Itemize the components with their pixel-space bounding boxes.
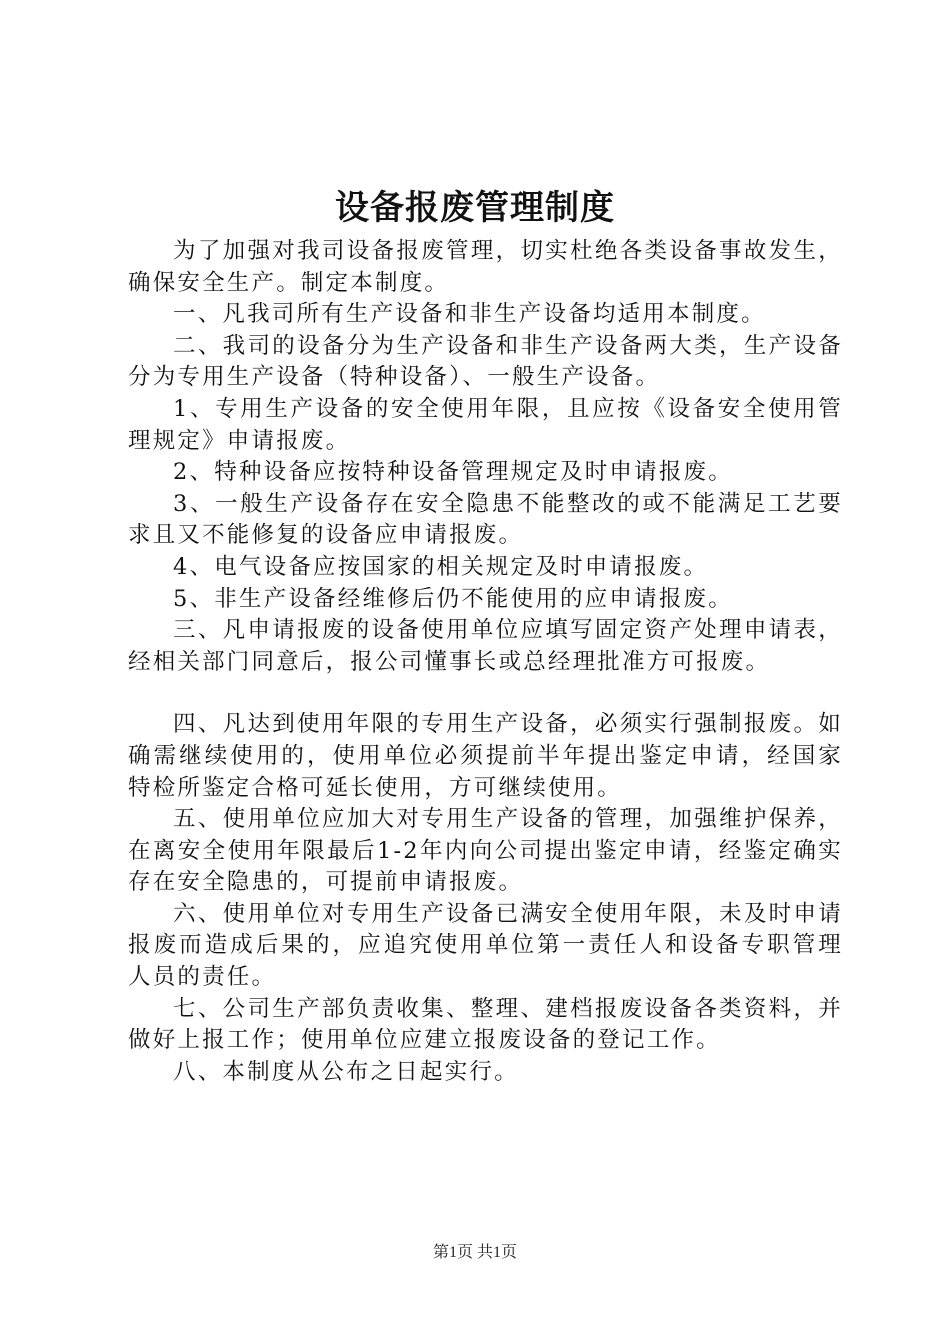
clause-2-item-2: 2、特种设备应按特种设备管理规定及时申请报废。 bbox=[173, 459, 733, 486]
clause-5: 五、使用单位应加大对专用生产设备的管理，加强维护保养，在离安全使用年限最后1-2年内向公司提出鉴定申请，经鉴定确实存在安全隐患的，可提前申请报废。 bbox=[128, 806, 843, 896]
clause-7: 七、公司生产部负责收集、整理、建档报废设备各类资料，并做好上报工作；使用单位应建立报废设备的登记工作。 bbox=[128, 995, 843, 1054]
document-body bbox=[128, 236, 843, 1088]
document-title: 设备报废管理制度 bbox=[335, 188, 615, 228]
clause-3: 三、凡申请报废的设备使用单位应填写固定资产处理申请表，经相关部门同意后，报公司懂事长或总经理批准方可报废。 bbox=[128, 617, 843, 675]
page-footer: 第1页 共1页 bbox=[432, 1244, 517, 1261]
clause-2-item-5: 5、非生产设备经维修后仍不能使用的应申请报废。 bbox=[173, 585, 733, 612]
clause-2: 二、我司的设备分为生产设备和非生产设备两大类，生产设备分为专用生产设备（特种设备）、一般生产设备。 bbox=[128, 332, 843, 391]
clause-2-item-1: 1、专用生产设备的安全使用年限，且应按《设备安全使用管理规定》申请报废。 bbox=[128, 395, 843, 454]
clause-1: 一、凡我司所有生产设备和非生产设备均适用本制度。 bbox=[173, 301, 766, 328]
clause-4: 四、凡达到使用年限的专用生产设备，必须实行强制报废。如确需继续使用的，使用单位必须提前半年提出鉴定申请，经国家特检所鉴定合格可延长使用，方可继续使用。 bbox=[128, 711, 843, 801]
clause-6: 六、使用单位对专用生产设备已满安全使用年限，未及时申请报废而造成后果的，应追究使用单位第一责任人和设备专职管理人员的责任。 bbox=[128, 900, 843, 991]
clause-2-item-3: 3、一般生产设备存在安全隐患不能整改的或不能满足工艺要求且又不能修复的设备应申请报废。 bbox=[128, 490, 843, 549]
intro-paragraph: 为了加强对我司设备报废管理，切实杜绝各类设备事故发生，确保安全生产。制定本制度。 bbox=[128, 238, 843, 296]
clause-2-item-4: 4、电气设备应按国家的相关规定及时申请报废。 bbox=[173, 553, 709, 580]
clause-8: 八、本制度从公布之日起实行。 bbox=[173, 1058, 519, 1085]
